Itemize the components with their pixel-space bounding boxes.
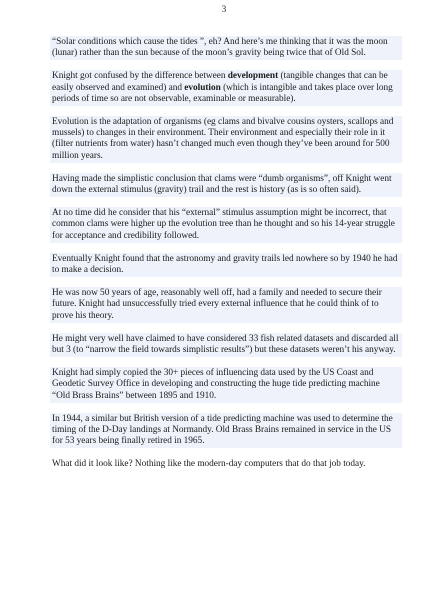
paragraph-5	[50, 207, 402, 243]
paragraph-3	[50, 116, 402, 163]
paragraph-10	[50, 413, 402, 449]
bold-term-development: development	[227, 71, 279, 82]
paragraph-text: “Solar conditions which cause the tides ”, eh? And here’s me thinking that it was the moon (lunar) rather than the sun because of the moon’s gravity being twice that of Old Sol.	[52, 37, 388, 59]
paragraph-8	[50, 333, 402, 357]
bold-term-evolution: evolution	[184, 82, 221, 93]
paragraph-text: Eventually Knight found that the astronomy and gravity trails led nowhere so by 1940 he had to make a decision.	[52, 253, 398, 276]
paragraph-4	[50, 173, 402, 197]
paragraph-text: At no time did he consider that his “external” stimulus assumption might be incorrect, that common clams were higher up the evolution tree than he thought and so his 14-year struggle for acceptance and credibility followed.	[52, 208, 395, 241]
paragraph-text: He was now 50 years of age, reasonably well off, had a family and needed to secure their future. Knight had unsuccessfully tried every external influence that he could think of to prove his theory.	[52, 288, 382, 321]
paragraph-text: Knight got confused by the difference between	[52, 71, 228, 82]
paragraph-11	[50, 458, 402, 471]
paragraph-text: What did it look like? Nothing like the modern-day computers that do that job today.	[52, 459, 366, 470]
paragraph-1	[50, 36, 402, 60]
document-body	[50, 36, 402, 482]
page-number: 3	[221, 4, 227, 14]
paragraph-7	[50, 287, 402, 323]
paragraph-6	[50, 253, 402, 277]
paragraph-2	[50, 70, 402, 106]
paragraph-text: Evolution is the adaptation of organisms (eg clams and bivalve cousins oysters, scallops and mussels) to changes in their environment. Their environment and especially their role in it (filter nutrients from water) hasn’t changed much even though they’ve been around for 500 million years.	[52, 117, 394, 161]
paragraph-text: Having made the simplistic conclusion that clams were “dumb organisms”, off Knight went down the external stimulus (gravity) trail and the rest is history (as is so often said).	[52, 173, 392, 196]
paragraph-text: He might very well have claimed to have considered 33 fish related datasets and discarded all but 3 (to “narrow the field towards simplistic results”) but these datasets weren’t his anyway.	[52, 333, 399, 356]
paragraph-text: (tangible changes that can be easily observed and examined) and	[52, 71, 388, 93]
paragraph-text: (which is intangible and takes place over long periods of time so are not observable, examinable or measurable).	[52, 82, 393, 104]
paragraph-text: In 1944, a similar but British version of a tide predicting machine was used to determine the timing of the D-Day landings at Normandy. Old Brass Brains remained in service in the US for 53 years being finally retired in 1965.	[52, 413, 393, 447]
paragraph-9	[50, 367, 402, 403]
paragraph-text: Knight had simply copied the 30+ pieces of influencing data used by the US Coast and Geodetic Survey Office in developing and constructing the huge tide predicting machine “Old Brass Brains” between 1895 and 1910.	[52, 368, 380, 401]
